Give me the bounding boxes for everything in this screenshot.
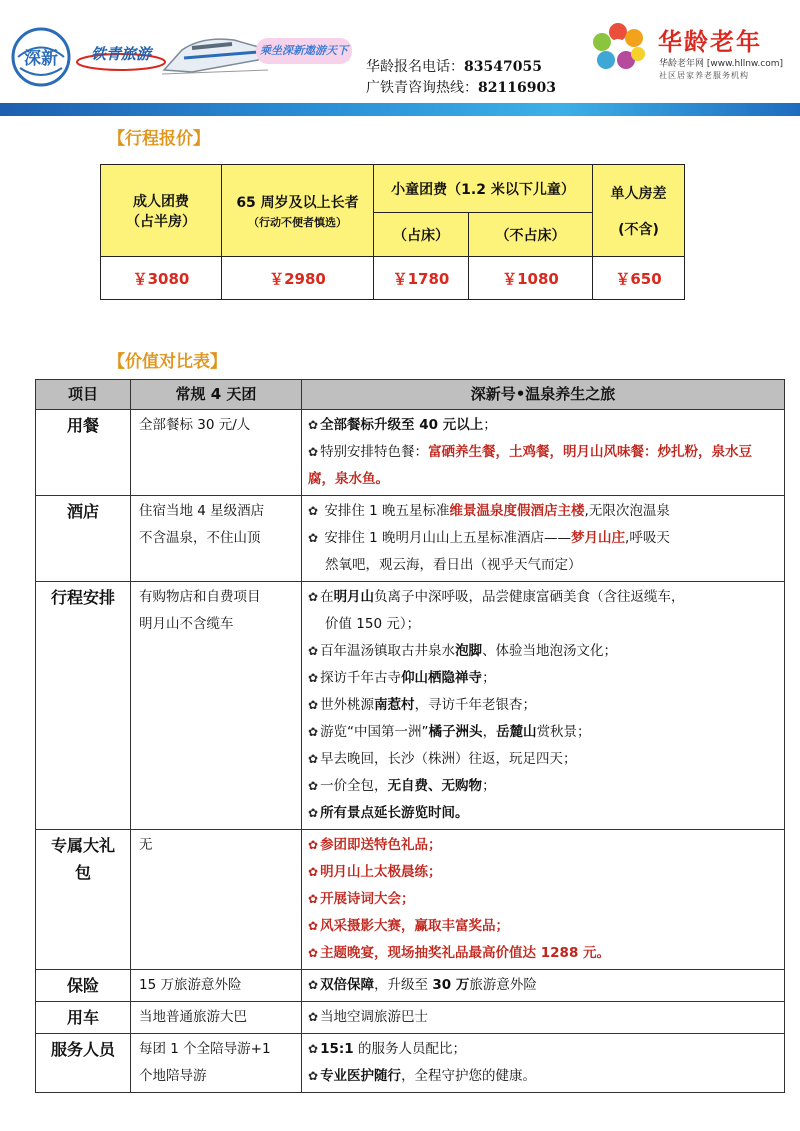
itinerary-ours: ✿ 在明月山负离子中深呼吸，品尝健康富硒美食（含往返缆车， 价值 150 元）； ✿ 百年温汤镇取古井泉水泡脚、体验当地泡汤文化； ✿ 探访千年古寺仰山栖隐禅寺； ✿ 世外桃源南惹村，寻访千年老银杏； ✿ 游览“中国第一洲”橘子洲头，岳麓山赏秋景； ✿ 早去晚回，长沙（株洲）往返，玩足四天； ✿ 一价全包，无自费、无购物； ✿ 所有景点延长游览时间。 <box>302 582 785 830</box>
hotel-ours: ✿ 安排住 1 晚五星标准维景温泉度假酒店主楼,无限次泡温泉 ✿ 安排住 1 晚明月山山上五星标准酒店——梦月山庄,呼吸天 然氧吧，观云海，看日出（视乎天气而定） <box>302 496 785 582</box>
phone-label: 华龄报名电话： <box>366 59 464 75</box>
staff-regular: 每团 1 个全陪导游+1 个地陪导游 <box>131 1034 302 1093</box>
phone-value[interactable]: 83547055 <box>464 59 542 75</box>
child-nobed-header: （不占床） <box>469 213 593 257</box>
child-bed-price: ￥1780 <box>374 257 469 300</box>
compare-section-title: 【价值对比表】 <box>108 352 227 372</box>
flower-bullet-icon: ✿ <box>308 531 319 545</box>
tieqing-logo-icon <box>76 40 166 74</box>
single-note: (不含) <box>618 221 659 238</box>
compare-table <box>35 379 785 1093</box>
hotline-label: 广铁青咨询热线： <box>366 80 478 96</box>
single-header-cell <box>593 165 685 257</box>
brand-site[interactable]: 华龄老年网 [www.hllnw.com] <box>659 59 784 69</box>
flower-bullet-icon: ✿ <box>308 806 319 820</box>
list-item: ✿ 探访千年古寺仰山栖隐禅寺； <box>308 670 496 686</box>
list-item: ✿ 游览“中国第一洲”橘子洲头，岳麓山赏秋景； <box>308 724 591 740</box>
table-row <box>36 970 785 1002</box>
list-item: ✿ 开展诗词大会； <box>308 891 415 907</box>
flower-bullet-icon: ✿ <box>308 725 319 739</box>
senior-note: （行动不便者慎选） <box>248 215 347 229</box>
flower-bullet-icon: ✿ <box>308 752 319 766</box>
flower-bullet-icon: ✿ <box>308 892 319 906</box>
list-item: ✿ 参团即送特色礼品； <box>308 837 442 853</box>
list-item: ✿ 15:1 的服务人员配比； <box>308 1041 466 1057</box>
brand-subtitle: 社区居家养老服务机构 <box>659 71 749 80</box>
insurance-ours <box>302 970 785 1002</box>
adult-note: （占半房） <box>126 213 196 230</box>
flower-bullet-icon: ✿ <box>308 779 319 793</box>
row-label-itinerary: 行程安排 <box>36 582 131 830</box>
hotline-value[interactable]: 82116903 <box>478 80 556 96</box>
list-item: ✿ 在明月山负离子中深呼吸，品尝健康富硒美食（含往返缆车， <box>308 589 685 605</box>
flower-bullet-icon: ✿ <box>308 445 319 459</box>
page-header <box>0 0 800 118</box>
price-table <box>100 164 685 300</box>
list-item: ✿ 明月山上太极晨练； <box>308 864 442 880</box>
list-item: ✿ 一价全包，无自费、无购物； <box>308 778 496 794</box>
row-label-gift: 专属大礼 包 <box>36 830 131 970</box>
flower-bullet-icon: ✿ <box>308 590 319 604</box>
single-header: 单人房差 <box>610 185 667 202</box>
hotel-regular: 住宿当地 4 星级酒店 不含温泉，不住山顶 <box>131 496 302 582</box>
list-item: ✿ 主题晚宴，现场抽奖礼品最高价值达 1288 元。 <box>308 945 611 961</box>
list-item: ✿ 安排住 1 晚明月山山上五星标准酒店——梦月山庄,呼吸天 <box>308 530 670 546</box>
adult-header: 成人团费 <box>133 193 189 210</box>
flower-bullet-icon: ✿ <box>308 919 319 933</box>
col-header-regular: 常规 4 天团 <box>131 380 302 410</box>
flower-bullet-icon: ✿ <box>308 1042 319 1056</box>
list-item: ✿ 早去晚回，长沙（株洲）往返，玩足四天； <box>308 751 577 767</box>
list-item: ✿ 百年温汤镇取古井泉水泡脚、体验当地泡汤文化； <box>308 643 618 659</box>
row-label-staff: 服务人员 <box>36 1034 131 1093</box>
child-bed-header: （占床） <box>374 213 469 257</box>
vehicle-regular: 当地普通旅游大巴 <box>131 1002 302 1034</box>
flower-bullet-icon: ✿ <box>308 865 319 879</box>
senior-price: ￥2980 <box>222 257 374 300</box>
flower-bullet-icon: ✿ <box>308 671 319 685</box>
single-price: ￥650 <box>593 257 685 300</box>
row-label-hotel: 酒店 <box>36 496 131 582</box>
shenxin-logo-text: 深新 <box>24 49 58 69</box>
gift-regular: 无 <box>131 830 302 970</box>
vehicle-ours <box>302 1002 785 1034</box>
list-item: ✿ 安排住 1 晚五星标准维景温泉度假酒店主楼,无限次泡温泉 <box>308 503 670 519</box>
flower-bullet-icon: ✿ <box>308 838 319 852</box>
flower-bullet-icon: ✿ <box>308 698 319 712</box>
list-item: ✿ 风采摄影大赛，赢取丰富奖品； <box>308 918 510 934</box>
table-row <box>36 410 785 496</box>
list-item: ✿ 所有景点延长游览时间。 <box>308 805 469 821</box>
child-nobed-price: ￥1080 <box>469 257 593 300</box>
price-section-title: 【行程报价】 <box>108 129 210 149</box>
col-header-ours: 深新号•温泉养生之旅 <box>302 380 785 410</box>
senior-header: 65 周岁及以上长者 <box>236 194 359 211</box>
bullet-train-icon <box>162 30 268 78</box>
list-item: ✿ 专业医护随行，全程守护您的健康。 <box>308 1068 537 1084</box>
adult-price: ￥3080 <box>101 257 222 300</box>
col-header-item: 项目 <box>36 380 131 410</box>
table-row <box>36 1002 785 1034</box>
list-item: ✿ 世外桃源南惹村，寻访千年老银杏； <box>308 697 537 713</box>
flower-bullet-icon: ✿ <box>308 978 319 992</box>
banner-slogan: 乘坐深新遨游天下 <box>256 38 352 64</box>
flower-bullet-icon: ✿ <box>308 1069 319 1083</box>
tieqing-logo-text: 铁青旅游 <box>90 45 152 63</box>
meal-ours <box>302 410 785 496</box>
child-header-cell: 小童团费（1.2 米以下儿童） <box>374 165 593 213</box>
table-row <box>36 830 785 970</box>
header-color-band <box>0 103 800 116</box>
row-label-insurance: 保险 <box>36 970 131 1002</box>
flower-bullet-icon: ✿ <box>308 418 319 432</box>
table-row <box>36 582 785 830</box>
staff-ours <box>302 1034 785 1093</box>
senior-header-cell <box>222 165 374 257</box>
list-item: ✿ 特别安排特色餐：富硒养生餐，土鸡餐，明月山风味餐：炒扎粉，泉水豆腐，泉水鱼。 <box>308 444 753 487</box>
row-label-meal: 用餐 <box>36 410 131 496</box>
flower-bullet-icon: ✿ <box>308 644 319 658</box>
adult-header-cell <box>101 165 222 257</box>
list-item: ✿ 当地空调旅游巴士 <box>308 1009 429 1025</box>
list-item: ✿ 双倍保障，升级至 30 万旅游意外险 <box>308 977 537 993</box>
contact-info <box>366 57 556 99</box>
brand-title: 华龄老年 <box>658 28 762 56</box>
table-row <box>36 496 785 582</box>
meal-regular: 全部餐标 30 元/人 <box>131 410 302 496</box>
gift-ours <box>302 830 785 970</box>
table-row <box>36 1034 785 1093</box>
phone-line <box>366 57 556 78</box>
flower-bullet-icon: ✿ <box>308 1010 319 1024</box>
flower-bullet-icon: ✿ <box>308 946 319 960</box>
flower-bullet-icon: ✿ <box>308 504 319 518</box>
insurance-regular: 15 万旅游意外险 <box>131 970 302 1002</box>
list-item: ✿ 全部餐标升级至 40 元以上； <box>308 417 497 433</box>
hotline-line <box>366 78 556 99</box>
shenxin-logo-icon <box>10 26 72 88</box>
row-label-vehicle: 用车 <box>36 1002 131 1034</box>
itinerary-regular: 有购物店和自费项目 明月山不含缆车 <box>131 582 302 830</box>
